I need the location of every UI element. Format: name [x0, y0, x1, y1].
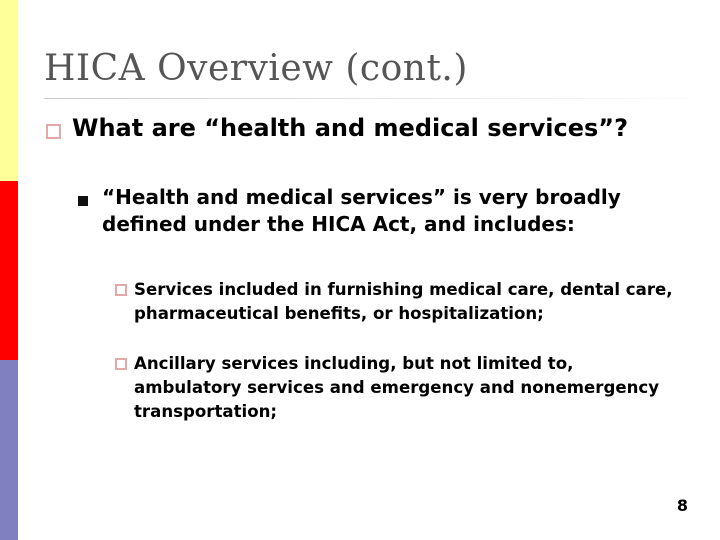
accent-bar-yellow — [0, 0, 18, 181]
bullet-definition: “Health and medical services” is very broadly defined under the HICA Act, and includes: — [102, 185, 621, 236]
sub-bullet-ancillary: Ancillary services including, but not limited to, ambulatory services and emergency and nonemergency transportation; — [134, 354, 660, 421]
accent-bar-red — [0, 181, 18, 360]
slide-title: HICA Overview (cont.) — [44, 48, 468, 89]
bullet-square-hollow-icon — [46, 124, 61, 139]
bullet-question: What are “health and medical services”? — [72, 114, 628, 142]
title-divider — [44, 98, 720, 99]
bullet-square-solid-icon — [78, 196, 88, 206]
bullet-square-hollow-icon — [115, 284, 127, 296]
bullet-square-hollow-icon — [115, 358, 127, 370]
page-number: 8 — [676, 496, 688, 515]
sub-bullet-services: Services included in furnishing medical care, dental care, pharmaceutical benefits, or hospitalization; — [134, 280, 673, 323]
accent-bar-purple — [0, 360, 18, 540]
